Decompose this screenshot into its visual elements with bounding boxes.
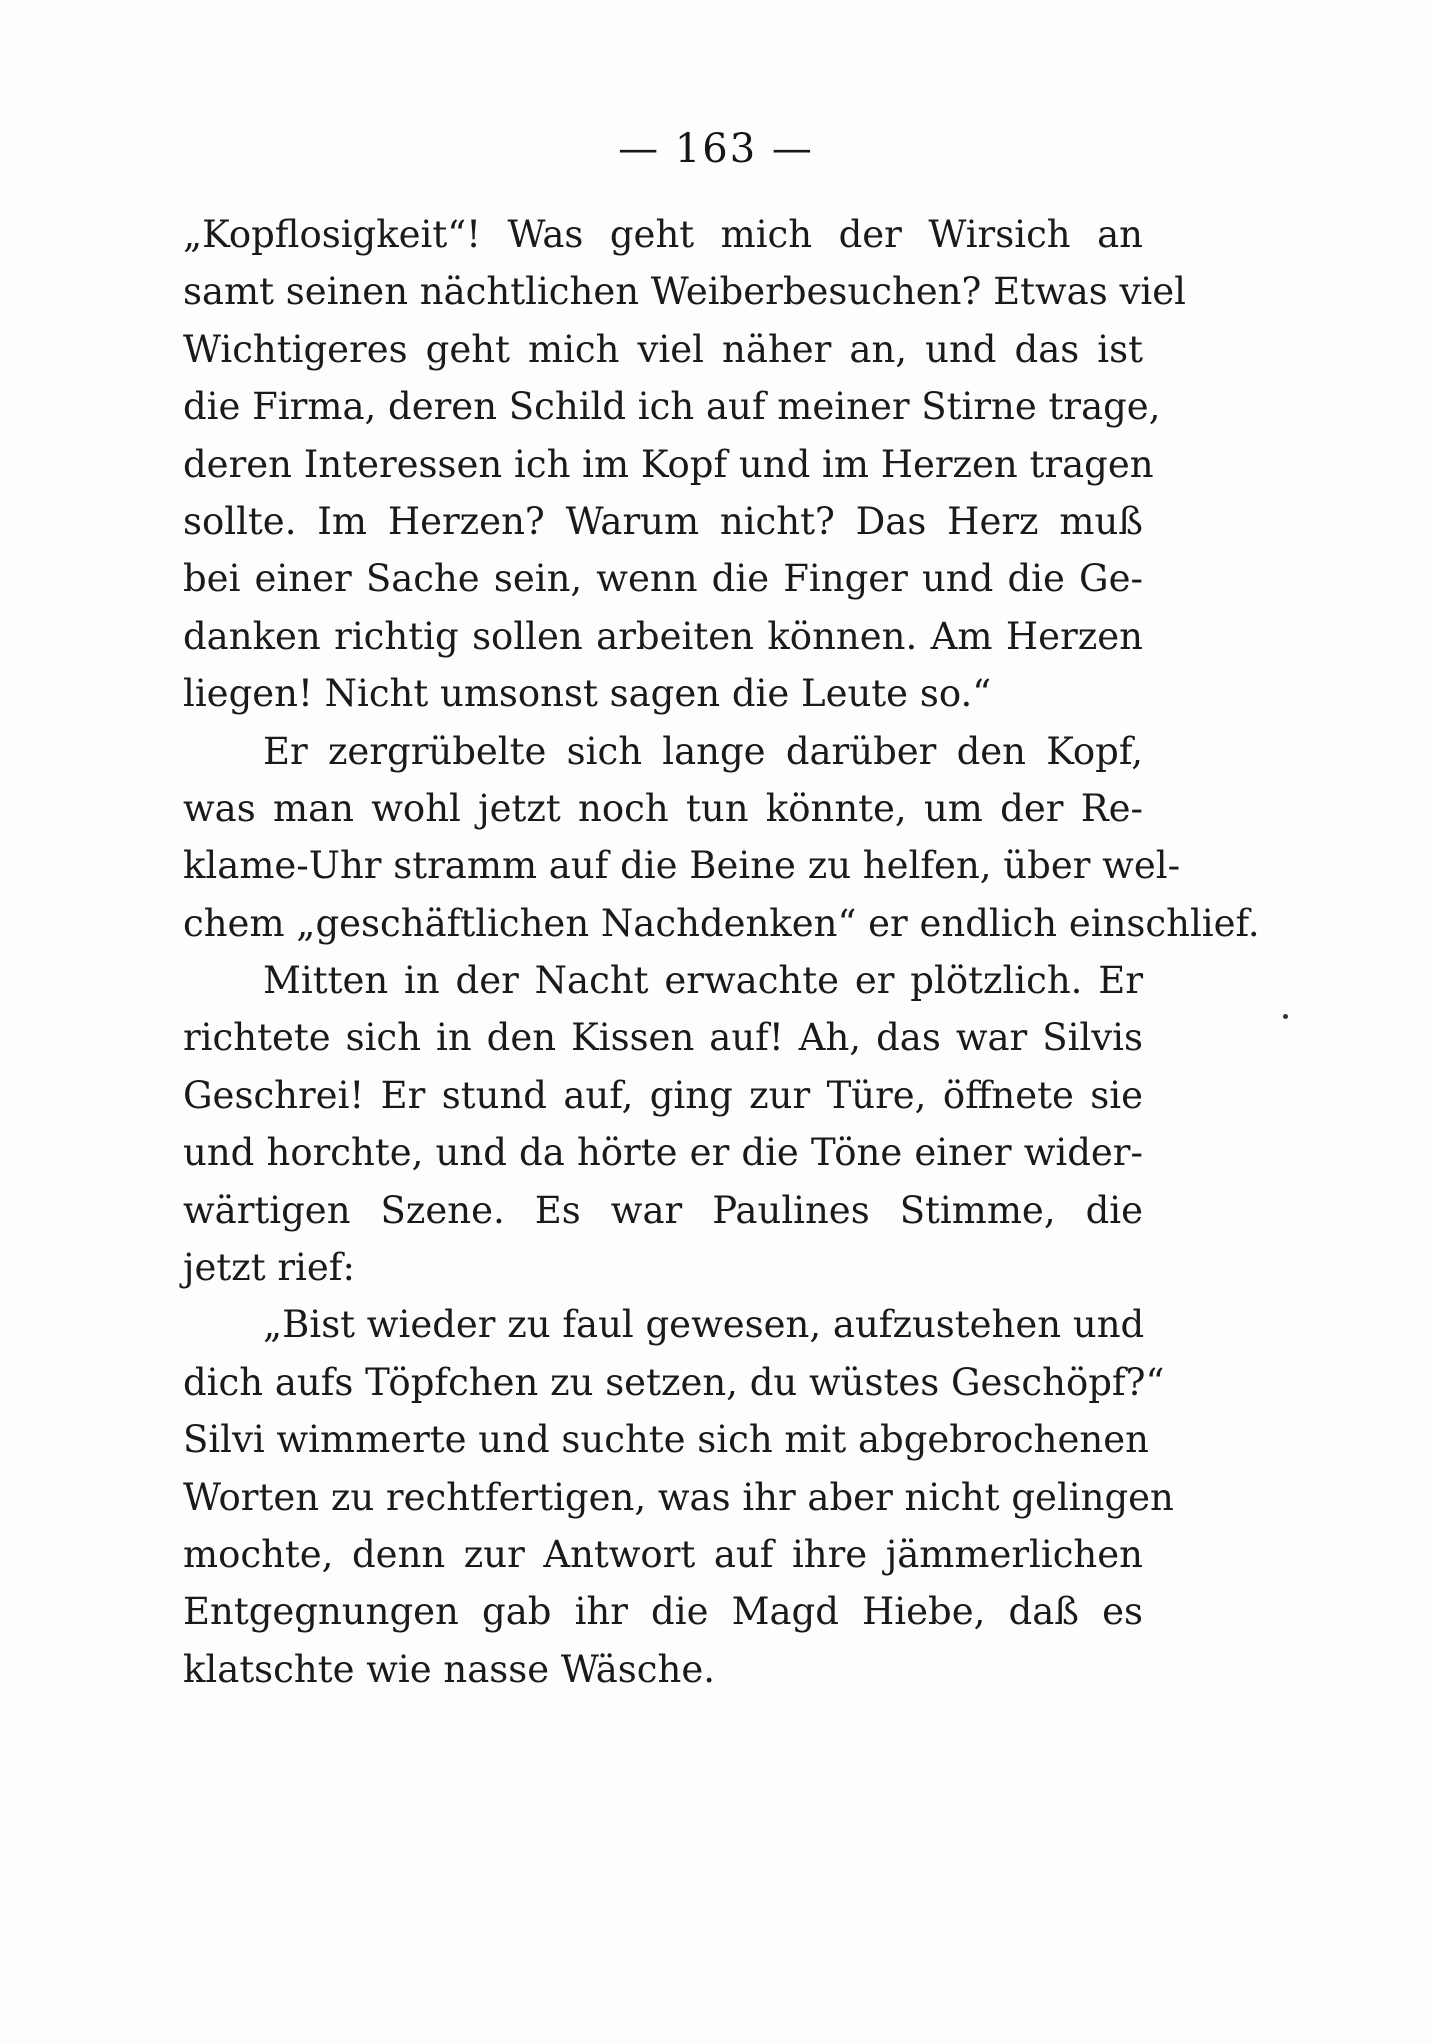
text-line: klame-Uhr stramm auf die Beine zu helfen, über wel-: [183, 844, 1181, 888]
text-line: Entgegnungen gab ihr die Magd Hiebe, daß es: [183, 1590, 1143, 1634]
text-line: „Kopflosigkeit“! Was geht mich der Wirsich an: [183, 213, 1143, 256]
text-line: sollte. Im Herzen? Warum nicht? Das Herz muß: [183, 499, 1143, 543]
text-line: Worten zu rechtfertigen, was ihr aber nicht gelingen: [183, 1475, 1174, 1519]
body-text: [183, 206, 1260, 1698]
text-line: danken richtig sollen arbeiten können. Am Herzen: [183, 614, 1143, 658]
text-line: chem „geschäftlichen Nachdenken“ er endlich einschlief.: [183, 901, 1260, 945]
text-line: Silvi wimmerte und suchte sich mit abgebrochenen: [183, 1418, 1149, 1462]
text-line: richtete sich in den Kissen auf! Ah, das war Silvis: [183, 1016, 1143, 1060]
text-line: die Firma, deren Schild ich auf meiner Stirne trage,: [183, 385, 1161, 429]
text-line: Er zergrübelte sich lange darüber den Kopf,: [263, 729, 1143, 773]
text-line: mochte, denn zur Antwort auf ihre jämmerlichen: [183, 1532, 1143, 1576]
text-line: klatschte wie nasse Wäsche.: [183, 1647, 716, 1691]
text-line: Geschrei! Er stund auf, ging zur Türe, öffnete sie: [183, 1073, 1143, 1117]
text-line: Wichtigeres geht mich viel näher an, und das ist: [183, 327, 1143, 371]
text-line: wärtigen Szene. Es war Paulines Stimme, die: [183, 1188, 1143, 1232]
text-line: samt seinen nächtlichen Weiberbesuchen? Etwas viel: [183, 270, 1186, 314]
text-line: „Bist wieder zu faul gewesen, aufzustehen und: [263, 1303, 1145, 1347]
text-line: liegen! Nicht umsonst sagen die Leute so.“: [183, 672, 992, 716]
text-line: Mitten in der Nacht erwachte er plötzlich. Er: [263, 959, 1143, 1003]
text-line: und horchte, und da hörte er die Töne einer wider-: [183, 1131, 1143, 1175]
text-line: deren Interessen ich im Kopf und im Herzen tragen: [183, 442, 1154, 486]
text-line: jetzt rief:: [183, 1246, 355, 1290]
text-line: dich aufs Töpfchen zu setzen, du wüstes Geschöpf?“: [183, 1360, 1165, 1404]
page-number: — 163 —: [618, 126, 814, 172]
text-line: bei einer Sache sein, wenn die Finger und die Ge-: [183, 557, 1143, 601]
text-line: was man wohl jetzt noch tun könnte, um der Re-: [183, 786, 1143, 830]
paper-speck: [1283, 1014, 1288, 1019]
